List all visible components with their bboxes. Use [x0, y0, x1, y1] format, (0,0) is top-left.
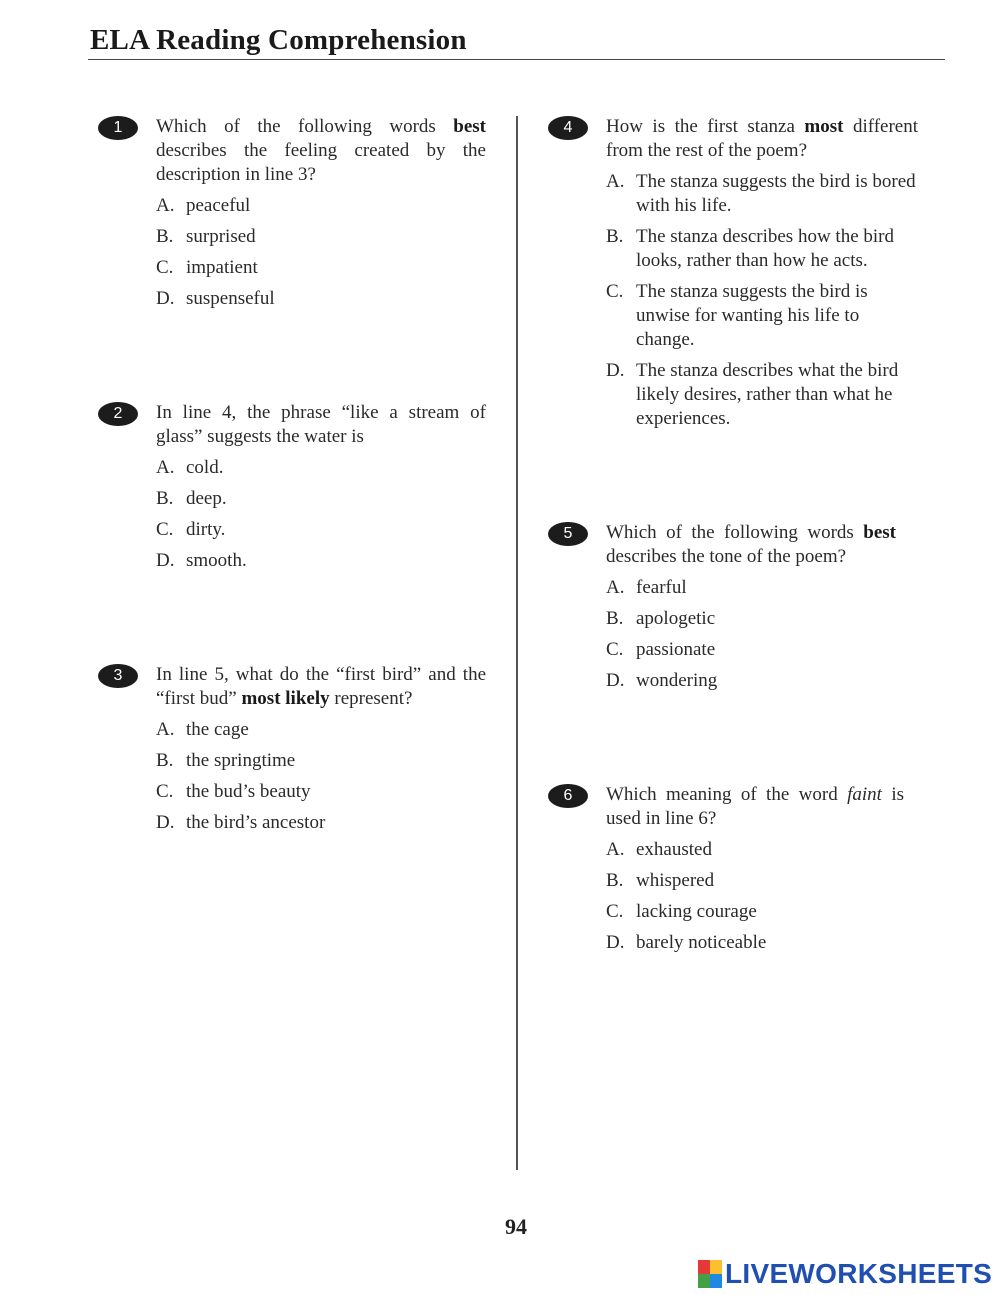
- answer-option-c[interactable]: C. lacking courage: [606, 901, 757, 922]
- question-number-badge: 2: [98, 402, 138, 426]
- column-divider: [516, 116, 518, 1170]
- question-stem: In line 4, the phrase “like a stream of glass” suggests the water is: [156, 402, 486, 447]
- answer-options: [156, 194, 486, 311]
- title-divider: [88, 59, 945, 60]
- question-6: [563, 783, 904, 962]
- answer-option-d[interactable]: D. wondering: [606, 670, 718, 691]
- page-number: 94: [505, 1214, 527, 1239]
- answer-option-a[interactable]: A. cold.: [156, 457, 224, 478]
- answer-option-b[interactable]: B. The stanza describes how the bird looks, rather than how he acts.: [606, 226, 894, 271]
- answer-option-d[interactable]: D. suspenseful: [156, 288, 275, 309]
- question-stem: In line 5, what do the “first bird” and the “first bud” most likely represent?: [156, 664, 486, 709]
- answer-option-a[interactable]: A. the cage: [156, 719, 249, 740]
- answer-option-b[interactable]: B. apologetic: [606, 608, 716, 629]
- answer-options: [606, 576, 896, 693]
- question-number-badge: 1: [98, 116, 138, 140]
- question-4: [563, 115, 919, 438]
- answer-option-c[interactable]: C. The stanza suggests the bird is unwise for wanting his life to change.: [606, 281, 868, 350]
- answer-option-d[interactable]: D. The stanza describes what the bird likely desires, rather than what he experiences.: [606, 360, 899, 429]
- question-stem: How is the first stanza most different from the rest of the poem?: [606, 116, 919, 161]
- answer-option-a[interactable]: A. peaceful: [156, 195, 251, 216]
- answer-option-a[interactable]: A. fearful: [606, 577, 687, 598]
- question-stem: Which of the following words best describes the feeling created by the description in line 3?: [156, 116, 486, 185]
- answer-option-d[interactable]: D. smooth.: [156, 550, 247, 571]
- answer-option-d[interactable]: D. the bird’s ancestor: [156, 812, 326, 833]
- answer-option-b[interactable]: B. the springtime: [156, 750, 296, 771]
- question-number-badge: 6: [548, 784, 588, 808]
- brand-name: LIVEWORKSHEETS: [725, 1258, 993, 1289]
- answer-option-c[interactable]: C. impatient: [156, 257, 258, 278]
- page-title: ELA Reading Comprehension: [90, 24, 467, 56]
- answer-options: [156, 456, 486, 573]
- question-number-badge: 4: [548, 116, 588, 140]
- question-stem: Which meaning of the word faint is used in line 6?: [606, 784, 904, 829]
- question-stem: Which of the following words best describes the tone of the poem?: [606, 522, 896, 567]
- answer-option-c[interactable]: C. dirty.: [156, 519, 226, 540]
- answer-option-c[interactable]: C. passionate: [606, 639, 716, 660]
- answer-options: [156, 718, 486, 835]
- liveworksheets-icon: [698, 1260, 722, 1288]
- question-number-badge: 3: [98, 664, 138, 688]
- answer-option-b[interactable]: B. whispered: [606, 870, 715, 891]
- question-2: [113, 401, 486, 580]
- answer-option-a[interactable]: A. exhausted: [606, 839, 712, 860]
- question-1: [113, 115, 486, 318]
- question-5: [563, 521, 896, 700]
- answer-option-d[interactable]: D. barely noticeable: [606, 932, 767, 953]
- answer-options: [606, 170, 918, 431]
- brand-logo[interactable]: [698, 1258, 992, 1290]
- answer-option-b[interactable]: B. deep.: [156, 488, 227, 509]
- answer-option-a[interactable]: A. The stanza suggests the bird is bored with his life.: [606, 171, 916, 216]
- question-3: [113, 663, 486, 842]
- answer-option-c[interactable]: C. the bud’s beauty: [156, 781, 311, 802]
- question-number-badge: 5: [548, 522, 588, 546]
- answer-option-b[interactable]: B. surprised: [156, 226, 256, 247]
- answer-options: [606, 838, 904, 955]
